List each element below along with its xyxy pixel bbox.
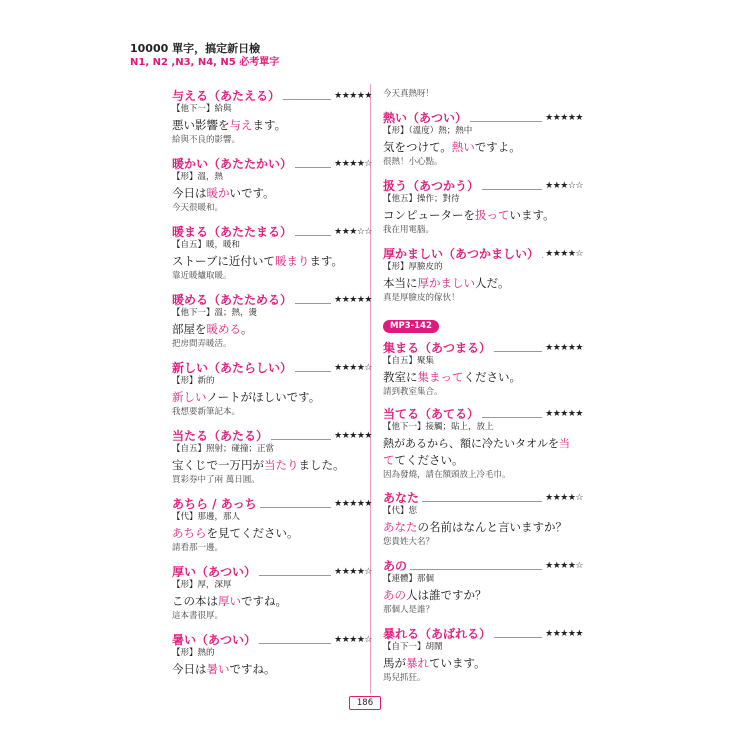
vocab-entry: [172, 224, 372, 282]
example-sentence: あなたの名前はなんと言いますか？: [383, 520, 567, 534]
highlight-word: 当: [559, 437, 570, 450]
translation: 買彩券中了兩 萬日圓。: [172, 475, 260, 485]
star-rating: ★★★★★: [334, 294, 372, 305]
example-sentence-continued: ててください。: [383, 453, 464, 467]
star-rating: ★★★★★: [334, 498, 372, 509]
leader-line: [482, 182, 542, 190]
headword: 扱う（あつかう）: [383, 179, 480, 193]
example-sentence: この本は厚いですね。: [172, 594, 287, 608]
headword: 暖まる（あたたまる）: [172, 225, 293, 239]
book-subtitle: N1, N2 ,N3, N4, N5 必考單字: [130, 57, 280, 68]
headword: あなた: [383, 491, 420, 505]
highlight-word: 暴れ: [406, 656, 429, 670]
example-sentence: 本当に厚かましい人だ。: [383, 276, 510, 290]
leader-line: [494, 344, 542, 352]
translation: 真是厚臉皮的傢伙！: [383, 293, 460, 303]
highlight-word: 暖まり: [274, 254, 310, 268]
star-rating: ★★★★★: [334, 90, 372, 101]
highlight-word: 集まって: [417, 370, 464, 384]
vocab-entry: [172, 156, 372, 214]
translation: 那個人是誰？: [383, 605, 435, 615]
part-of-speech: 【自下一】胡鬧: [383, 642, 443, 652]
highlight-word: 与え: [229, 118, 253, 132]
highlight-word: 新しい: [172, 390, 207, 404]
leader-line: [271, 432, 331, 440]
translation: 請到教室集合。: [383, 387, 443, 397]
vocab-entry: [383, 626, 583, 684]
vocab-entry: [172, 564, 372, 622]
star-rating: ★★★★★: [545, 112, 583, 123]
vocab-entry: [172, 428, 372, 486]
highlight-word: 暖か: [206, 186, 230, 200]
leader-line: [295, 364, 331, 372]
leader-line: [295, 228, 331, 236]
headword: 暖める（あたためる）: [172, 293, 293, 307]
star-rating: ★★★★★: [545, 628, 583, 639]
vocab-entry: [172, 292, 372, 350]
star-rating: ★★★★☆: [334, 158, 372, 169]
highlight-word: あなた: [383, 520, 418, 534]
vocab-entry: [383, 558, 583, 616]
audio-track-badge: MP3-142: [383, 320, 439, 333]
vocab-entry: [383, 406, 583, 481]
example-sentence: あの人は誰ですか？: [383, 588, 487, 602]
leader-line: [410, 562, 542, 570]
highlight-word: 扱って: [475, 208, 510, 222]
headword: あの: [383, 559, 408, 573]
part-of-speech: 【自五】聚集: [383, 356, 435, 366]
part-of-speech: 【代】那邊，那人: [172, 512, 241, 522]
headword: 熱い（あつい）: [383, 111, 468, 125]
headword: 新しい（あたらしい）: [172, 361, 293, 375]
part-of-speech: 【他下一】溫；熱，燙: [172, 308, 258, 318]
highlight-word: 当たり: [264, 458, 299, 472]
highlight-word: あの: [383, 588, 406, 602]
translation: 馬兒抓狂。: [383, 673, 426, 683]
headword: 暖かい（あたたかい）: [172, 157, 293, 171]
page-header: [130, 42, 279, 69]
part-of-speech: 【自五】照射；碰撞；正當: [172, 444, 275, 454]
leader-line: [422, 494, 542, 502]
part-of-speech: 【他下一】給與: [172, 104, 232, 114]
headword: あちら / あっち: [172, 497, 257, 511]
star-rating: ★★★★★: [545, 408, 583, 419]
translation: 把房間弄暖活。: [172, 339, 232, 349]
part-of-speech: 【代】您: [383, 506, 418, 516]
example-sentence: 今日は暑いですね。: [172, 662, 276, 676]
leader-line: [260, 500, 332, 508]
leader-line: [482, 410, 542, 418]
translation: 因為發燒，請在額頭放上冷毛巾。: [383, 470, 511, 480]
star-rating: ★★★★★: [334, 430, 372, 441]
star-rating: ★★★★★: [545, 342, 583, 353]
vocab-entry: [172, 496, 372, 554]
leader-line: [259, 568, 331, 576]
vocab-entry: [383, 490, 583, 548]
headword: 厚い（あつい）: [172, 565, 257, 579]
headword: 当てる（あてる）: [383, 407, 480, 421]
leader-line: [295, 160, 331, 168]
vocab-entry: [172, 360, 372, 418]
star-rating: ★★★☆☆: [334, 226, 372, 237]
leader-line: [295, 296, 331, 304]
vocab-entry: [383, 178, 583, 236]
star-rating: ★★★★☆: [334, 566, 372, 577]
example-sentence: 悪い影響を与えます。: [172, 118, 287, 132]
translation: 這本書很厚。: [172, 611, 224, 621]
translation: 給與不良的影響。: [172, 135, 241, 145]
example-sentence: 教室に集まってください。: [383, 370, 521, 384]
part-of-speech: 【連體】那個: [383, 574, 435, 584]
part-of-speech: 【形】溫，熱: [172, 172, 224, 182]
highlight-word: 厚かましい: [417, 276, 475, 290]
continued-translation: 今天真熱呀！: [383, 89, 435, 99]
highlight-word: 厚い: [218, 594, 241, 608]
highlight-word: あちら: [172, 526, 207, 540]
example-sentence: 新しいノートがほしいです。: [172, 390, 321, 404]
headword: 厚かましい（あつかましい）: [383, 247, 540, 261]
headword: 集まる（あつまる）: [383, 341, 492, 355]
star-rating: ★★★★☆: [545, 560, 583, 571]
example-sentence: 宝くじで一万円が当たりました。: [172, 458, 345, 472]
headword: 暴れる（あばれる）: [383, 627, 492, 641]
translation: 很熱！小心點。: [383, 157, 443, 167]
translation: 今天很暖和。: [172, 203, 224, 213]
translation: 靠近暖爐取暖。: [172, 271, 232, 281]
leader-line: [470, 114, 542, 122]
star-rating: ★★★★☆: [334, 362, 372, 373]
star-rating: ★★★★☆: [545, 248, 583, 259]
highlight-word: 暑い: [206, 662, 230, 676]
part-of-speech: 【形】熱的: [172, 648, 215, 658]
example-sentence: あちらを見てください。: [172, 526, 299, 540]
part-of-speech: 【形】新的: [172, 376, 215, 386]
headword: 当たる（あたる）: [172, 429, 269, 443]
highlight-word: て: [383, 453, 395, 467]
book-title: 10000 單字，搞定新日檢: [130, 42, 261, 55]
translation: 您貴姓大名？: [383, 537, 435, 547]
leader-line: [259, 636, 331, 644]
vocab-entry: [383, 340, 583, 398]
example-sentence: 気をつけて。熱いですよ。: [383, 140, 521, 154]
leader-line: [494, 630, 542, 638]
example-sentence: 部屋を暖める。: [172, 322, 253, 336]
translation: 我在用電腦。: [383, 225, 435, 235]
page-number: 186: [349, 696, 381, 710]
highlight-word: 暖める: [206, 322, 241, 336]
part-of-speech: 【自五】暖，暖和: [172, 240, 241, 250]
part-of-speech: 【他下一】接觸；貼上，放上: [383, 422, 494, 432]
example-sentence: 今日は暖かいです。: [172, 186, 275, 200]
example-sentence: コンピューターを扱っています。: [383, 208, 555, 222]
part-of-speech: 【形】（溫度）熱；熱中: [383, 126, 473, 136]
example-sentence: 馬が暴れています。: [383, 656, 486, 670]
part-of-speech: 【形】厚臉皮的: [383, 262, 443, 272]
part-of-speech: 【他五】操作；對待: [383, 194, 460, 204]
leader-line: [283, 92, 331, 100]
example-sentence: 熱があるから、額に冷たいタオルを当: [383, 437, 570, 450]
headword: 与える（あたえる）: [172, 89, 281, 103]
vocab-entry: [383, 110, 583, 168]
translation: 請看那一邊。: [172, 543, 224, 553]
headword: 暑い（あつい）: [172, 633, 257, 647]
star-rating: ★★★★☆: [334, 634, 372, 645]
star-rating: ★★★☆☆: [545, 180, 583, 191]
example-sentence: ストーブに近付いて暖まります。: [172, 254, 344, 268]
star-rating: ★★★★☆: [545, 492, 583, 503]
translation: 我想要新筆記本。: [172, 407, 241, 417]
part-of-speech: 【形】厚，深厚: [172, 580, 232, 590]
vocab-entry: [172, 632, 372, 678]
vocab-entry: [383, 246, 583, 304]
vocab-entry: [172, 88, 372, 146]
highlight-word: 熱い: [451, 140, 475, 154]
